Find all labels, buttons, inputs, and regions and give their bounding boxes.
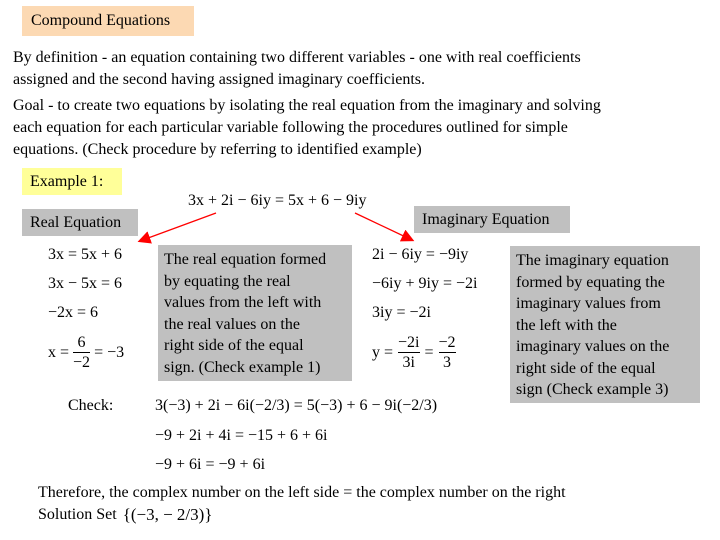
- fraction-denominator: −2: [73, 354, 91, 371]
- real-solution-rhs: = −3: [94, 343, 125, 361]
- check-label: Check:: [68, 397, 114, 414]
- imaginary-step: −6iy + 9iy = −2i: [372, 275, 478, 292]
- imaginary-step: 2i − 6iy = −9iy: [372, 246, 469, 263]
- explain-line: right side of the equal: [164, 337, 304, 354]
- solution-set-value: {(−3, − 2/3)}: [122, 505, 213, 524]
- fraction-denominator: 3i: [402, 354, 415, 371]
- imaginary-solution-equals: =: [424, 343, 434, 361]
- explain-line: by equating the real: [164, 272, 291, 290]
- explain-line: The imaginary equation: [516, 252, 669, 269]
- imaginary-equation-label: Imaginary Equation: [414, 206, 570, 233]
- explain-line: right side of the equal: [516, 359, 656, 377]
- explain-line: imaginary values on the: [516, 338, 670, 355]
- conclusion-text: Therefore, the complex number on the left side = the complex number on the right: [38, 484, 566, 501]
- explain-line: imaginary values from: [516, 295, 661, 312]
- solution-set-label: Solution Set: [38, 506, 117, 523]
- explain-line: the real values on the: [164, 315, 300, 333]
- real-step: 3x − 5x = 6: [48, 275, 123, 292]
- goal-line: Goal - to create two equations by isolating the real equation from the imaginary and solving: [13, 97, 601, 114]
- definition-line: By definition - an equation containing two different variables - one with real coefficients: [13, 49, 581, 66]
- explain-line: the left with the: [516, 316, 617, 334]
- imaginary-solution-fraction-1: [398, 333, 419, 372]
- real-solution-lhs: x =: [48, 343, 70, 361]
- real-solution: [48, 333, 124, 372]
- real-step: −2x = 6: [48, 304, 99, 321]
- explain-line: values from the left with: [164, 294, 322, 311]
- arrow-to-real: [140, 213, 216, 241]
- goal-line: each equation for each particular variable following the procedures outlined for simple: [13, 119, 568, 136]
- imaginary-solution-lhs: y =: [372, 343, 394, 361]
- fraction-numerator: −2: [438, 334, 456, 351]
- definition-line: assigned and the second having assigned imaginary coefficients.: [13, 71, 426, 88]
- imaginary-solution-fraction-2: [439, 333, 456, 372]
- explain-line: formed by equating the: [516, 273, 665, 291]
- explain-line: sign (Check example 3): [516, 381, 669, 398]
- check-line: −9 + 6i = −9 + 6i: [155, 456, 266, 473]
- explain-line: The real equation formed: [164, 251, 327, 268]
- real-solution-fraction: [73, 333, 90, 372]
- real-step: 3x = 5x + 6: [48, 246, 123, 263]
- main-equation: 3x + 2i − 6iy = 5x + 6 − 9iy: [188, 192, 367, 209]
- imaginary-explanation-box: [510, 246, 700, 403]
- explain-line: sign. (Check example 1): [164, 358, 321, 376]
- check-line: −9 + 2i + 4i = −15 + 6 + 6i: [155, 427, 328, 444]
- arrow-to-imaginary: [355, 213, 412, 240]
- solution-set-row: [38, 505, 212, 525]
- goal-line: equations. (Check procedure by referring to identified example): [13, 141, 422, 158]
- fraction-numerator: 6: [77, 334, 86, 351]
- fraction-numerator: −2i: [398, 334, 420, 351]
- page-title: Compound Equations: [22, 6, 194, 36]
- real-equation-label: Real Equation: [22, 209, 138, 236]
- fraction-denominator: 3: [443, 354, 452, 371]
- imaginary-solution: [372, 333, 456, 372]
- example-label: Example 1:: [22, 168, 122, 195]
- real-explanation-box: [158, 245, 352, 381]
- check-line: 3(−3) + 2i − 6i(−2/3) = 5(−3) + 6 − 9i(−2/3): [155, 397, 438, 414]
- imaginary-step: 3iy = −2i: [372, 304, 431, 321]
